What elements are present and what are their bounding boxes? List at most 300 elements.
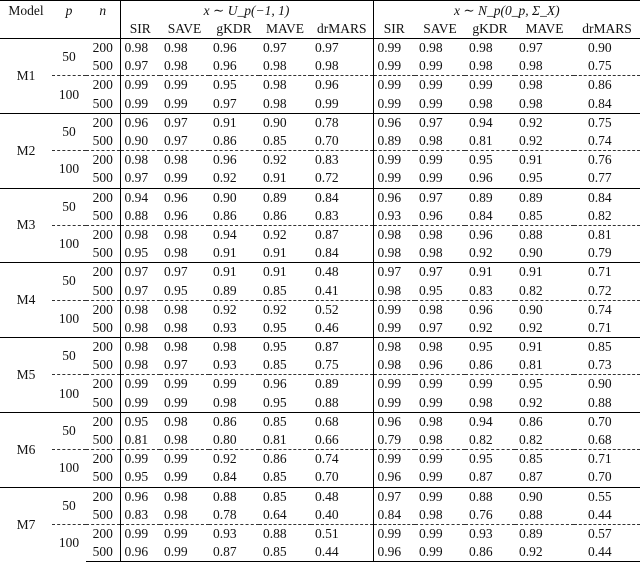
normal-value-cell: 0.55 xyxy=(574,487,640,506)
uniform-value-cell: 0.98 xyxy=(120,225,160,244)
uniform-value-cell: 0.96 xyxy=(259,375,311,394)
uniform-value-cell: 0.91 xyxy=(263,245,287,261)
uniform-value-cell: 0.86 xyxy=(259,450,311,469)
normal-value-cell: 0.99 xyxy=(419,394,443,410)
normal-value-cell: 0.81 xyxy=(519,357,543,373)
uniform-value-cell: 0.93 xyxy=(213,357,237,373)
normal-value-cell: 0.92 xyxy=(469,245,493,261)
normal-group-header: x ∼ N_p(0_p, Σ_X) xyxy=(454,2,560,18)
normal-value-cell: 0.99 xyxy=(377,95,402,111)
uniform-value-cell: 0.95 xyxy=(124,245,149,261)
uniform-value-cell: 0.97 xyxy=(160,113,209,132)
uniform-value-cell: 0.99 xyxy=(164,469,188,485)
normal-value-cell: 0.98 xyxy=(515,76,574,95)
model-label: M4 xyxy=(0,263,52,338)
normal-value-cell: 0.98 xyxy=(419,133,443,149)
uniform-value-cell: 0.85 xyxy=(259,412,311,431)
normal-value-cell: 0.87 xyxy=(519,469,543,485)
uniform-value-cell: 0.85 xyxy=(263,282,287,298)
normal-value-cell: 0.99 xyxy=(415,375,465,394)
uniform-value-cell: 0.96 xyxy=(209,151,259,170)
table-row xyxy=(0,319,640,338)
normal-value-cell: 0.97 xyxy=(373,263,415,282)
normal-value-cell: 0.84 xyxy=(588,95,612,111)
normal-value-cell: 0.84 xyxy=(469,207,493,223)
normal-value-cell: 0.99 xyxy=(373,375,415,394)
header-row-1 xyxy=(0,1,640,21)
uniform-value-cell: 0.85 xyxy=(259,543,311,562)
uniform-value-cell: 0.95 xyxy=(263,319,287,335)
table-row xyxy=(0,375,640,394)
p-value: 50 xyxy=(52,263,86,300)
normal-value-cell: 0.98 xyxy=(377,245,402,261)
uniform-value-cell: 0.96 xyxy=(120,487,160,506)
normal-value-cell: 0.99 xyxy=(415,524,465,543)
n-value: 200 xyxy=(86,487,120,506)
normal-value-cell: 0.98 xyxy=(419,245,443,261)
uniform-value-cell: 0.52 xyxy=(311,300,373,319)
normal-value-cell: 0.99 xyxy=(373,524,415,543)
normal-value-cell: 0.88 xyxy=(519,506,543,522)
normal-value-cell: 0.92 xyxy=(519,319,543,335)
n-value: 200 xyxy=(86,524,120,543)
uniform-value-cell: 0.92 xyxy=(209,300,259,319)
uniform-value-cell: 0.99 xyxy=(120,524,160,543)
uniform-value-cell: 0.99 xyxy=(160,543,209,562)
uniform-value-cell: 0.89 xyxy=(259,188,311,207)
uniform-value-cell: 0.66 xyxy=(311,431,373,450)
n-value: 200 xyxy=(86,450,120,469)
n-value: 200 xyxy=(86,151,120,170)
uniform-value-cell: 0.86 xyxy=(263,207,287,223)
uniform-value-cell: 0.98 xyxy=(263,95,287,111)
normal-value-cell: 0.90 xyxy=(574,39,640,58)
normal-value-cell: 0.99 xyxy=(373,76,415,95)
uniform-value-cell: 0.83 xyxy=(311,151,373,170)
n-value: 500 xyxy=(86,431,120,450)
uniform-value-cell: 0.98 xyxy=(263,58,287,74)
method-header: gKDR xyxy=(465,20,515,39)
n-value: 200 xyxy=(86,263,120,282)
uniform-value-cell: 0.91 xyxy=(209,263,259,282)
table-row xyxy=(0,113,640,132)
normal-value-cell: 0.98 xyxy=(519,95,543,111)
normal-value-cell: 0.98 xyxy=(377,282,402,298)
normal-value-cell: 0.98 xyxy=(373,225,415,244)
normal-value-cell: 0.98 xyxy=(419,506,443,522)
table-row xyxy=(0,468,640,487)
uniform-value-cell: 0.99 xyxy=(164,95,188,111)
empty-header-cell xyxy=(0,20,52,39)
uniform-value-cell: 0.98 xyxy=(164,432,188,448)
uniform-value-cell: 0.84 xyxy=(311,244,373,263)
uniform-value-cell: 0.92 xyxy=(213,170,237,186)
table-row xyxy=(0,57,640,76)
normal-value-cell: 0.97 xyxy=(415,113,465,132)
uniform-value-cell: 0.98 xyxy=(160,487,209,506)
normal-value-cell: 0.82 xyxy=(519,282,543,298)
uniform-value-cell: 0.97 xyxy=(124,170,149,186)
normal-value-cell: 0.90 xyxy=(515,300,574,319)
uniform-value-cell: 0.78 xyxy=(311,113,373,132)
uniform-value-cell: 0.96 xyxy=(213,58,237,74)
p-value: 50 xyxy=(52,113,86,150)
normal-value-cell: 0.96 xyxy=(419,207,443,223)
uniform-value-cell: 0.98 xyxy=(160,412,209,431)
p-value: 100 xyxy=(52,300,86,337)
normal-value-cell: 0.86 xyxy=(469,357,493,373)
uniform-value-cell: 0.98 xyxy=(120,300,160,319)
table-row xyxy=(0,151,640,170)
normal-value-cell: 0.68 xyxy=(588,432,612,448)
table-row xyxy=(0,506,640,525)
uniform-value-cell: 0.97 xyxy=(160,263,209,282)
n-value: 500 xyxy=(86,543,120,562)
uniform-value-cell: 0.40 xyxy=(311,506,373,525)
n-header: n xyxy=(86,1,120,21)
normal-value-cell: 0.84 xyxy=(574,188,640,207)
normal-value-cell: 0.84 xyxy=(377,506,402,522)
uniform-value-cell: 0.85 xyxy=(263,133,287,149)
method-header: drMARS xyxy=(574,20,640,39)
n-value: 500 xyxy=(86,319,120,338)
n-value: 200 xyxy=(86,225,120,244)
n-value: 200 xyxy=(86,338,120,357)
uniform-value-cell: 0.96 xyxy=(164,207,188,223)
method-header: drMARS xyxy=(311,20,373,39)
uniform-value-cell: 0.99 xyxy=(164,170,188,186)
uniform-value-cell: 0.99 xyxy=(160,375,209,394)
normal-value-cell: 0.90 xyxy=(515,487,574,506)
table-row xyxy=(0,543,640,562)
p-value: 100 xyxy=(52,151,86,188)
uniform-group-header: x ∼ U_p(−1, 1) xyxy=(120,1,373,21)
uniform-value-cell: 0.97 xyxy=(164,357,188,373)
uniform-value-cell: 0.90 xyxy=(259,113,311,132)
normal-value-cell: 0.95 xyxy=(465,151,515,170)
uniform-value-cell: 0.99 xyxy=(209,375,259,394)
uniform-value-cell: 0.78 xyxy=(213,506,237,522)
normal-value-cell: 0.91 xyxy=(515,151,574,170)
normal-value-cell: 0.88 xyxy=(465,487,515,506)
uniform-value-cell: 0.98 xyxy=(160,39,209,58)
table-row xyxy=(0,394,640,413)
table-row xyxy=(0,524,640,543)
normal-value-cell: 0.94 xyxy=(465,412,515,431)
empty-header-cell xyxy=(52,20,86,39)
normal-value-cell: 0.98 xyxy=(465,39,515,58)
normal-value-cell: 0.96 xyxy=(419,357,443,373)
uniform-value-cell: 0.96 xyxy=(120,113,160,132)
uniform-value-cell: 0.92 xyxy=(209,450,259,469)
normal-value-cell: 0.81 xyxy=(469,133,493,149)
uniform-value-cell: 0.98 xyxy=(120,151,160,170)
uniform-value-cell: 0.95 xyxy=(120,412,160,431)
table-row xyxy=(0,95,640,114)
uniform-value-cell: 0.98 xyxy=(160,151,209,170)
normal-value-cell: 0.99 xyxy=(373,300,415,319)
normal-value-cell: 0.92 xyxy=(519,133,543,149)
uniform-value-cell: 0.74 xyxy=(311,450,373,469)
normal-value-cell: 0.99 xyxy=(465,375,515,394)
normal-value-cell: 0.95 xyxy=(515,375,574,394)
uniform-value-cell: 0.90 xyxy=(209,188,259,207)
normal-value-cell: 0.98 xyxy=(415,225,465,244)
uniform-value-cell: 0.89 xyxy=(213,282,237,298)
uniform-value-cell: 0.99 xyxy=(160,450,209,469)
n-value: 200 xyxy=(86,300,120,319)
table-row xyxy=(0,207,640,226)
uniform-value-cell: 0.97 xyxy=(213,95,237,111)
uniform-value-cell: 0.75 xyxy=(311,356,373,375)
normal-value-cell: 0.92 xyxy=(519,394,543,410)
normal-value-cell: 0.70 xyxy=(574,412,640,431)
n-value: 200 xyxy=(86,39,120,58)
uniform-value-cell: 0.91 xyxy=(263,170,287,186)
uniform-value-cell: 0.94 xyxy=(120,188,160,207)
uniform-value-cell: 0.91 xyxy=(209,113,259,132)
normal-value-cell: 0.99 xyxy=(415,76,465,95)
normal-value-cell: 0.94 xyxy=(465,113,515,132)
table-row xyxy=(0,132,640,151)
uniform-value-cell: 0.97 xyxy=(120,263,160,282)
empty-header-cell xyxy=(86,20,120,39)
normal-value-cell: 0.97 xyxy=(415,263,465,282)
normal-value-cell: 0.85 xyxy=(515,450,574,469)
normal-value-cell: 0.99 xyxy=(419,95,443,111)
uniform-value-cell: 0.97 xyxy=(311,39,373,58)
uniform-value-cell: 0.48 xyxy=(311,487,373,506)
model-label: M1 xyxy=(0,39,52,114)
model-label: M6 xyxy=(0,412,52,487)
uniform-value-cell: 0.97 xyxy=(259,39,311,58)
uniform-value-cell: 0.86 xyxy=(213,207,237,223)
uniform-value-cell: 0.99 xyxy=(160,524,209,543)
table-row xyxy=(0,39,640,58)
n-value: 200 xyxy=(86,412,120,431)
uniform-value-cell: 0.96 xyxy=(209,39,259,58)
uniform-value-cell: 0.99 xyxy=(164,394,188,410)
p-value: 100 xyxy=(52,225,86,262)
normal-value-cell: 0.90 xyxy=(519,245,543,261)
uniform-value-cell: 0.81 xyxy=(124,432,149,448)
normal-value-cell: 0.89 xyxy=(515,188,574,207)
normal-value-cell: 0.76 xyxy=(574,151,640,170)
uniform-value-cell: 0.98 xyxy=(164,58,188,74)
uniform-value-cell: 0.70 xyxy=(311,468,373,487)
uniform-value-cell: 0.99 xyxy=(120,450,160,469)
p-value: 100 xyxy=(52,76,86,113)
uniform-value-cell: 0.98 xyxy=(120,39,160,58)
normal-value-cell: 0.85 xyxy=(574,338,640,357)
method-header: gKDR xyxy=(209,20,259,39)
uniform-value-cell: 0.99 xyxy=(120,76,160,95)
model-header: Model xyxy=(8,2,44,18)
n-value: 200 xyxy=(86,76,120,95)
normal-value-cell: 0.89 xyxy=(515,524,574,543)
model-label: M7 xyxy=(0,487,52,562)
normal-value-cell: 0.98 xyxy=(415,338,465,357)
uniform-value-cell: 0.98 xyxy=(209,338,259,357)
normal-value-cell: 0.88 xyxy=(588,394,612,410)
normal-value-cell: 0.98 xyxy=(415,39,465,58)
uniform-value-cell: 0.99 xyxy=(311,95,373,114)
uniform-value-cell: 0.98 xyxy=(120,338,160,357)
p-value: 100 xyxy=(52,450,86,487)
normal-value-cell: 0.88 xyxy=(515,225,574,244)
uniform-value-cell: 0.99 xyxy=(124,95,149,111)
uniform-value-cell: 0.86 xyxy=(213,133,237,149)
uniform-value-cell: 0.95 xyxy=(164,282,188,298)
normal-value-cell: 0.71 xyxy=(574,450,640,469)
uniform-value-cell: 0.97 xyxy=(124,58,149,74)
model-label: M3 xyxy=(0,188,52,263)
normal-value-cell: 0.99 xyxy=(419,58,443,74)
normal-value-cell: 0.99 xyxy=(373,450,415,469)
n-value: 200 xyxy=(86,188,120,207)
table-row xyxy=(0,412,640,431)
normal-value-cell: 0.96 xyxy=(469,170,493,186)
uniform-value-cell: 0.91 xyxy=(213,245,237,261)
uniform-value-cell: 0.51 xyxy=(311,524,373,543)
header-row-2 xyxy=(0,20,640,39)
normal-value-cell: 0.57 xyxy=(574,524,640,543)
table-row xyxy=(0,263,640,282)
normal-value-cell: 0.82 xyxy=(519,432,543,448)
uniform-value-cell: 0.99 xyxy=(160,76,209,95)
method-header: SIR xyxy=(373,20,415,39)
normal-value-cell: 0.96 xyxy=(373,543,415,562)
n-value: 200 xyxy=(86,113,120,132)
normal-value-cell: 0.81 xyxy=(574,225,640,244)
model-label: M2 xyxy=(0,113,52,188)
p-value: 100 xyxy=(52,375,86,412)
normal-value-cell: 0.99 xyxy=(373,151,415,170)
normal-value-cell: 0.95 xyxy=(465,338,515,357)
p-value: 50 xyxy=(52,412,86,449)
uniform-value-cell: 0.70 xyxy=(311,132,373,151)
normal-value-cell: 0.44 xyxy=(574,543,640,562)
uniform-value-cell: 0.84 xyxy=(311,188,373,207)
uniform-value-cell: 0.81 xyxy=(263,432,287,448)
uniform-value-cell: 0.97 xyxy=(164,133,188,149)
normal-value-cell: 0.77 xyxy=(588,170,612,186)
normal-value-cell: 0.73 xyxy=(588,357,612,373)
results-body xyxy=(0,39,640,562)
uniform-value-cell: 0.98 xyxy=(160,300,209,319)
table-row xyxy=(0,169,640,188)
table-row xyxy=(0,225,640,244)
normal-value-cell: 0.98 xyxy=(415,300,465,319)
uniform-value-cell: 0.99 xyxy=(120,375,160,394)
uniform-value-cell: 0.72 xyxy=(311,169,373,188)
table-row xyxy=(0,431,640,450)
normal-value-cell: 0.92 xyxy=(515,543,574,562)
method-header: SAVE xyxy=(160,20,209,39)
normal-value-cell: 0.92 xyxy=(469,319,493,335)
normal-value-cell: 0.99 xyxy=(419,170,443,186)
normal-value-cell: 0.98 xyxy=(519,58,543,74)
table-row xyxy=(0,300,640,319)
normal-value-cell: 0.97 xyxy=(515,39,574,58)
normal-value-cell: 0.92 xyxy=(515,113,574,132)
table-row xyxy=(0,244,640,263)
table-row xyxy=(0,450,640,469)
normal-value-cell: 0.72 xyxy=(588,282,612,298)
n-value: 500 xyxy=(86,281,120,300)
n-value: 500 xyxy=(86,57,120,76)
n-value: 500 xyxy=(86,207,120,226)
uniform-value-cell: 0.85 xyxy=(263,469,287,485)
normal-value-cell: 0.99 xyxy=(419,469,443,485)
normal-value-cell: 0.99 xyxy=(377,58,402,74)
method-header: MAVE xyxy=(259,20,311,39)
method-header: SAVE xyxy=(415,20,465,39)
uniform-value-cell: 0.95 xyxy=(124,469,149,485)
uniform-value-cell: 0.99 xyxy=(124,394,149,410)
normal-value-cell: 0.89 xyxy=(465,188,515,207)
uniform-value-cell: 0.88 xyxy=(124,207,149,223)
normal-value-cell: 0.98 xyxy=(469,95,493,111)
uniform-value-cell: 0.85 xyxy=(259,487,311,506)
uniform-value-cell: 0.88 xyxy=(311,394,373,413)
normal-value-cell: 0.96 xyxy=(373,188,415,207)
method-header: MAVE xyxy=(515,20,574,39)
uniform-value-cell: 0.98 xyxy=(124,319,149,335)
normal-value-cell: 0.96 xyxy=(373,412,415,431)
uniform-value-cell: 0.87 xyxy=(209,543,259,562)
normal-value-cell: 0.90 xyxy=(574,375,640,394)
normal-value-cell: 0.99 xyxy=(465,76,515,95)
n-value: 500 xyxy=(86,95,120,114)
n-value: 500 xyxy=(86,394,120,413)
normal-value-cell: 0.71 xyxy=(588,319,612,335)
table-row xyxy=(0,338,640,357)
normal-value-cell: 0.85 xyxy=(519,207,543,223)
p-value: 50 xyxy=(52,487,86,524)
uniform-value-cell: 0.88 xyxy=(259,524,311,543)
normal-value-cell: 0.86 xyxy=(574,76,640,95)
method-header: SIR xyxy=(120,20,160,39)
n-value: 500 xyxy=(86,506,120,525)
uniform-value-cell: 0.95 xyxy=(209,76,259,95)
uniform-value-cell: 0.96 xyxy=(160,188,209,207)
uniform-value-cell: 0.93 xyxy=(209,524,259,543)
uniform-value-cell: 0.92 xyxy=(259,300,311,319)
n-value: 500 xyxy=(86,356,120,375)
normal-value-cell: 0.98 xyxy=(373,338,415,357)
normal-value-cell: 0.99 xyxy=(415,543,465,562)
p-header: p xyxy=(65,2,73,18)
uniform-value-cell: 0.85 xyxy=(263,357,287,373)
normal-value-cell: 0.86 xyxy=(465,543,515,562)
table-row xyxy=(0,76,640,95)
normal-value-cell: 0.98 xyxy=(419,432,443,448)
n-value: 500 xyxy=(86,169,120,188)
normal-value-cell: 0.95 xyxy=(465,450,515,469)
n-value: 500 xyxy=(86,244,120,263)
table-row xyxy=(0,188,640,207)
normal-value-cell: 0.98 xyxy=(469,58,493,74)
uniform-value-cell: 0.91 xyxy=(259,263,311,282)
uniform-value-cell: 0.41 xyxy=(311,281,373,300)
uniform-value-cell: 0.83 xyxy=(124,506,149,522)
normal-value-cell: 0.99 xyxy=(377,394,402,410)
uniform-value-cell: 0.97 xyxy=(124,282,149,298)
normal-value-cell: 0.93 xyxy=(377,207,402,223)
normal-value-cell: 0.99 xyxy=(415,151,465,170)
uniform-value-cell: 0.68 xyxy=(311,412,373,431)
